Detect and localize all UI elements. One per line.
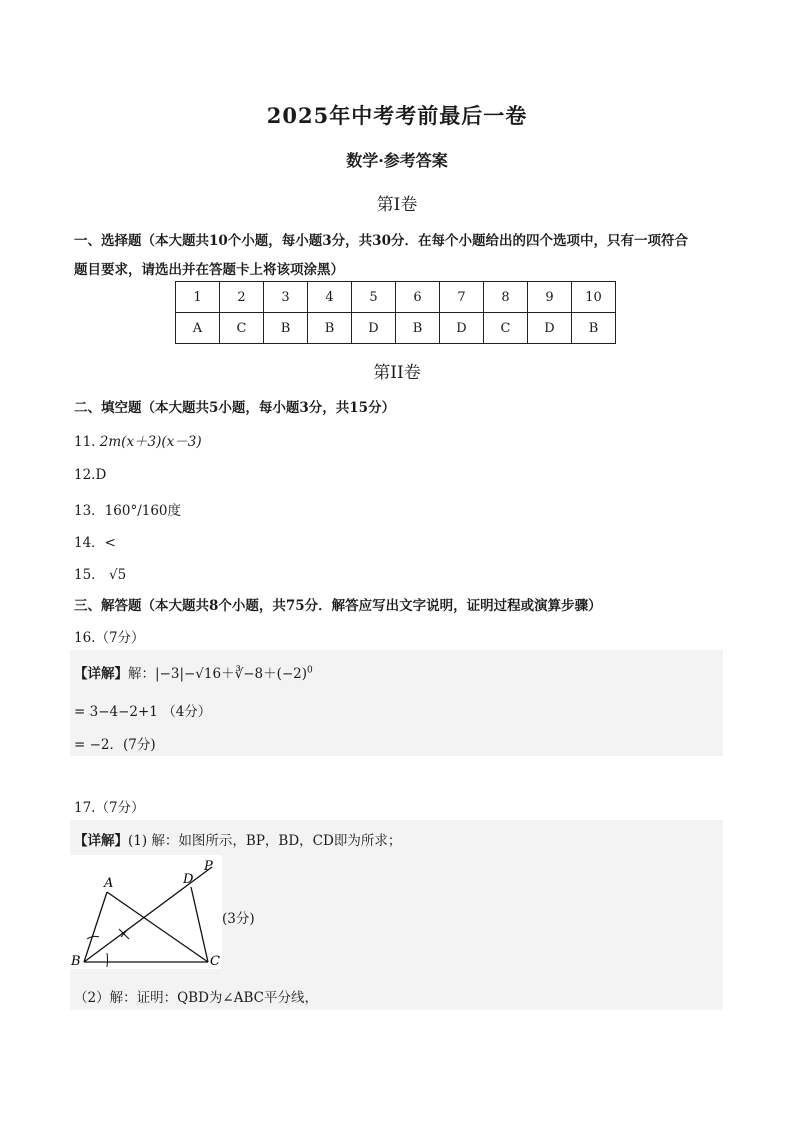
point-label-d: D bbox=[183, 872, 194, 887]
q17-part-1-text: (1) 解：如图所示，BP，BD，CD即为所求； bbox=[128, 833, 402, 849]
q17-detail-label: 【详解】 bbox=[74, 833, 128, 849]
construction-arc-bc bbox=[107, 953, 108, 967]
answer-14: 14．< bbox=[74, 535, 116, 551]
q16-header: 16.（7分） bbox=[74, 630, 145, 646]
table-cell-answer: B bbox=[572, 313, 616, 344]
table-cell-number: 3 bbox=[264, 282, 308, 313]
answer-15 bbox=[74, 563, 126, 583]
section-3-heading: 三、解答题（本大题共8个小题，共75分．解答应写出文字说明，证明过程或演算步骤） bbox=[74, 598, 602, 614]
section-1-line-2: 题目要求，请选出并在答题卡上将该项涂黑） bbox=[74, 262, 344, 278]
answer-15-number: 15． bbox=[74, 567, 105, 583]
table-cell-number: 2 bbox=[220, 282, 264, 313]
table-cell-number: 1 bbox=[176, 282, 220, 313]
q16-expression: |−3|−√16＋∛−8＋(−2) bbox=[155, 666, 308, 682]
q16-detail-label: 【详解】 bbox=[74, 666, 128, 682]
table-cell-number: 7 bbox=[440, 282, 484, 313]
table-cell-answer: B bbox=[396, 313, 440, 344]
vertex-label-a: A bbox=[104, 876, 114, 891]
table-cell-number: 6 bbox=[396, 282, 440, 313]
q16-solve-prefix: 解： bbox=[128, 666, 155, 682]
page-subtitle: 数学·参考答案 bbox=[346, 151, 448, 170]
section-2-heading: 二、填空题（本大题共5小题，每小题3分，共15分） bbox=[74, 400, 396, 416]
answer-13: 13．160°/160度 bbox=[74, 503, 182, 519]
point-label-p: P bbox=[204, 859, 213, 874]
table-cell-answer: C bbox=[220, 313, 264, 344]
volume-1-label: 第Ⅰ卷 bbox=[376, 195, 418, 215]
table-cell-answer: A bbox=[176, 313, 220, 344]
table-cell-number: 4 bbox=[308, 282, 352, 313]
q16-step-1-expr: = 3−4−2+1 bbox=[74, 704, 158, 720]
triangle-construction-figure bbox=[70, 855, 222, 969]
table-cell-answer: B bbox=[308, 313, 352, 344]
table-cell-answer: D bbox=[440, 313, 484, 344]
vertex-label-b: B bbox=[71, 954, 81, 969]
q16-step-1 bbox=[74, 700, 211, 720]
volume-2-label: 第II卷 bbox=[373, 363, 421, 383]
answer-table bbox=[175, 281, 616, 344]
answer-11 bbox=[74, 430, 202, 450]
table-cell-answer: D bbox=[528, 313, 572, 344]
table-cell-number: 9 bbox=[528, 282, 572, 313]
q17-figure-score: (3分) bbox=[222, 911, 255, 927]
q17-part-2: （2）解：证明：QBD为∠ABC平分线， bbox=[74, 990, 318, 1006]
table-cell-answer: B bbox=[264, 313, 308, 344]
answer-15-expression: √5 bbox=[108, 567, 127, 583]
vertex-label-c: C bbox=[210, 954, 220, 969]
q16-step-2: = −2．(7分) bbox=[74, 737, 156, 753]
table-cell-number: 8 bbox=[484, 282, 528, 313]
table-cell-number: 10 bbox=[572, 282, 616, 313]
answer-table-number-row bbox=[176, 282, 616, 313]
table-cell-answer: D bbox=[352, 313, 396, 344]
answer-12: 12.D bbox=[74, 467, 107, 483]
figure-background bbox=[70, 855, 222, 969]
page-title: 2025年中考考前最后一卷 bbox=[266, 103, 528, 128]
q16-step-1-score: （4分） bbox=[162, 704, 212, 720]
answer-table-answer-row bbox=[176, 313, 616, 344]
q16-expression-power: 0 bbox=[307, 665, 313, 676]
q17-header: 17.（7分） bbox=[74, 800, 145, 816]
table-cell-number: 5 bbox=[352, 282, 396, 313]
table-cell-answer: C bbox=[484, 313, 528, 344]
q16-detail-line bbox=[74, 662, 313, 682]
answer-11-number: 11. bbox=[74, 434, 96, 450]
answer-11-expression: 2m(x＋3)(x－3) bbox=[99, 434, 202, 450]
q17-part-1 bbox=[74, 829, 401, 849]
section-1-line-1: 一、选择题（本大题共10个小题，每小题3分，共30分．在每个小题给出的四个选项中，只有一项符合 bbox=[74, 233, 688, 249]
